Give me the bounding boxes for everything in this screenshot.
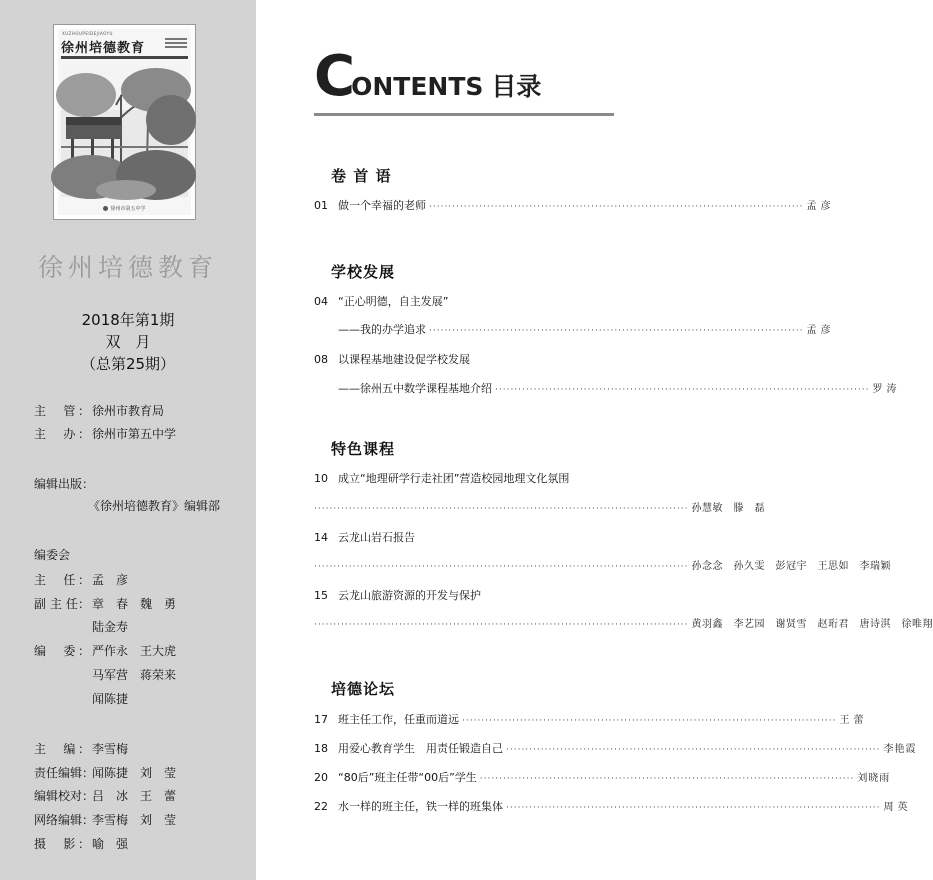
toc-entry-14[interactable]: 14 云龙山岩石报告 (314, 531, 415, 544)
toc-entry-01[interactable]: 01 做一个幸福的老师 ································································································· 孟彦 (314, 199, 835, 212)
contents-header: CONTENTS 目录 (314, 44, 542, 109)
members-line-3: 闻陈捷 (92, 692, 129, 706)
magazine-cover (53, 24, 196, 220)
members-line-2: 马军营 蒋荣来 (92, 668, 177, 682)
issue-total: （总第25期） (80, 355, 176, 373)
vice-director-line-2: 陆金寿 (92, 620, 129, 634)
toc-entry-04[interactable]: 04 “正心明德，自主发展” (314, 295, 449, 308)
responsible-editor-line: 责任编辑：闻陈捷 刘 莹 (34, 766, 177, 780)
editing-dept: 《徐州培德教育》编辑部 (88, 499, 221, 513)
sidebar-panel (0, 0, 256, 880)
issue-frequency: 双 月 (105, 333, 151, 351)
toc-entry-08[interactable]: 08 以课程基地建设促学校发展 (314, 353, 470, 366)
toc-entry-15[interactable]: 15 云龙山旅游资源的开发与保护 (314, 589, 481, 602)
proofreader-line: 编辑校对：吕 冰 王 蕾 (34, 789, 177, 803)
toc-entry-20[interactable]: 20 “80后”班主任带“00后”学生 ································································································· 刘晓雨 (314, 771, 891, 784)
cover-band (61, 56, 188, 59)
section-heading-preface: 卷 首 语 (331, 167, 392, 185)
publisher-logo-icon (103, 206, 108, 211)
issue-number: 2018年第1期 (81, 311, 175, 329)
toc-entry-10[interactable]: 10 成立“地理研学行走社团”营造校园地理文化氛围 (314, 472, 570, 485)
vice-director-line: 副 主 任： 章 春 魏 勇 (34, 597, 177, 611)
cover-subtitle: XUZHOUPEIDEJIAOYU (62, 31, 113, 36)
cover-publisher: 徐州市第五中学 (58, 205, 191, 212)
toc-entry-15-authors[interactable]: ································································································· 黄羽鑫 李艺园 谢贤雪 赵珩君 唐诗淇 徐唯翔 (314, 619, 933, 630)
photographer-line: 摄 影： 喻 强 (34, 837, 129, 851)
toc-entry-10-authors[interactable]: ································································································· 孙慧敏 滕 磊 (314, 503, 766, 514)
section-heading-school-development: 学校发展 (331, 263, 396, 281)
toc-entry-04-subtitle[interactable]: ——我的办学追求 ································································································· 孟彦 (338, 323, 835, 336)
cover-meta-lines (165, 38, 187, 50)
toc-entry-18[interactable]: 18 用爱心教育学生 用责任锻造自己 ································································································· 李艳霞 (314, 742, 917, 755)
committee-heading: 编委会 (34, 548, 71, 562)
members-line: 编 委： 严作永 王大虎 (34, 644, 177, 658)
chief-editor-line: 主 编： 李雪梅 (34, 742, 129, 756)
toc-entry-14-authors[interactable]: ································································································· 孙念念 孙久雯 彭冠宇 王思如 李瑞颖 (314, 561, 892, 572)
director-line: 主 任： 孟 彦 (34, 573, 129, 587)
supervisor-line: 主 管： 徐州市教育局 (34, 404, 165, 418)
web-editor-line: 网络编辑：李雪梅 刘 莹 (34, 813, 177, 827)
section-heading-forum: 培德论坛 (331, 680, 396, 698)
cover-title: 徐州培德教育 (61, 41, 146, 56)
header-rule (314, 113, 614, 116)
sponsor-line: 主 办： 徐州市第五中学 (34, 427, 177, 441)
toc-entry-22[interactable]: 22 水一样的班主任，铁一样的班集体 ································································································· 周英 (314, 800, 912, 813)
cover-photo (61, 65, 188, 197)
editing-label: 编辑出版： (34, 477, 95, 491)
toc-entry-08-subtitle[interactable]: ——徐州五中数学课程基地介绍 ································································································· 罗涛 (338, 382, 901, 395)
section-heading-featured-courses: 特色课程 (331, 440, 396, 458)
brand-name: 徐州培德教育 (37, 253, 218, 282)
toc-entry-17[interactable]: 17 班主任工作，任重而道远 ································································································· 王蕾 (314, 713, 868, 726)
